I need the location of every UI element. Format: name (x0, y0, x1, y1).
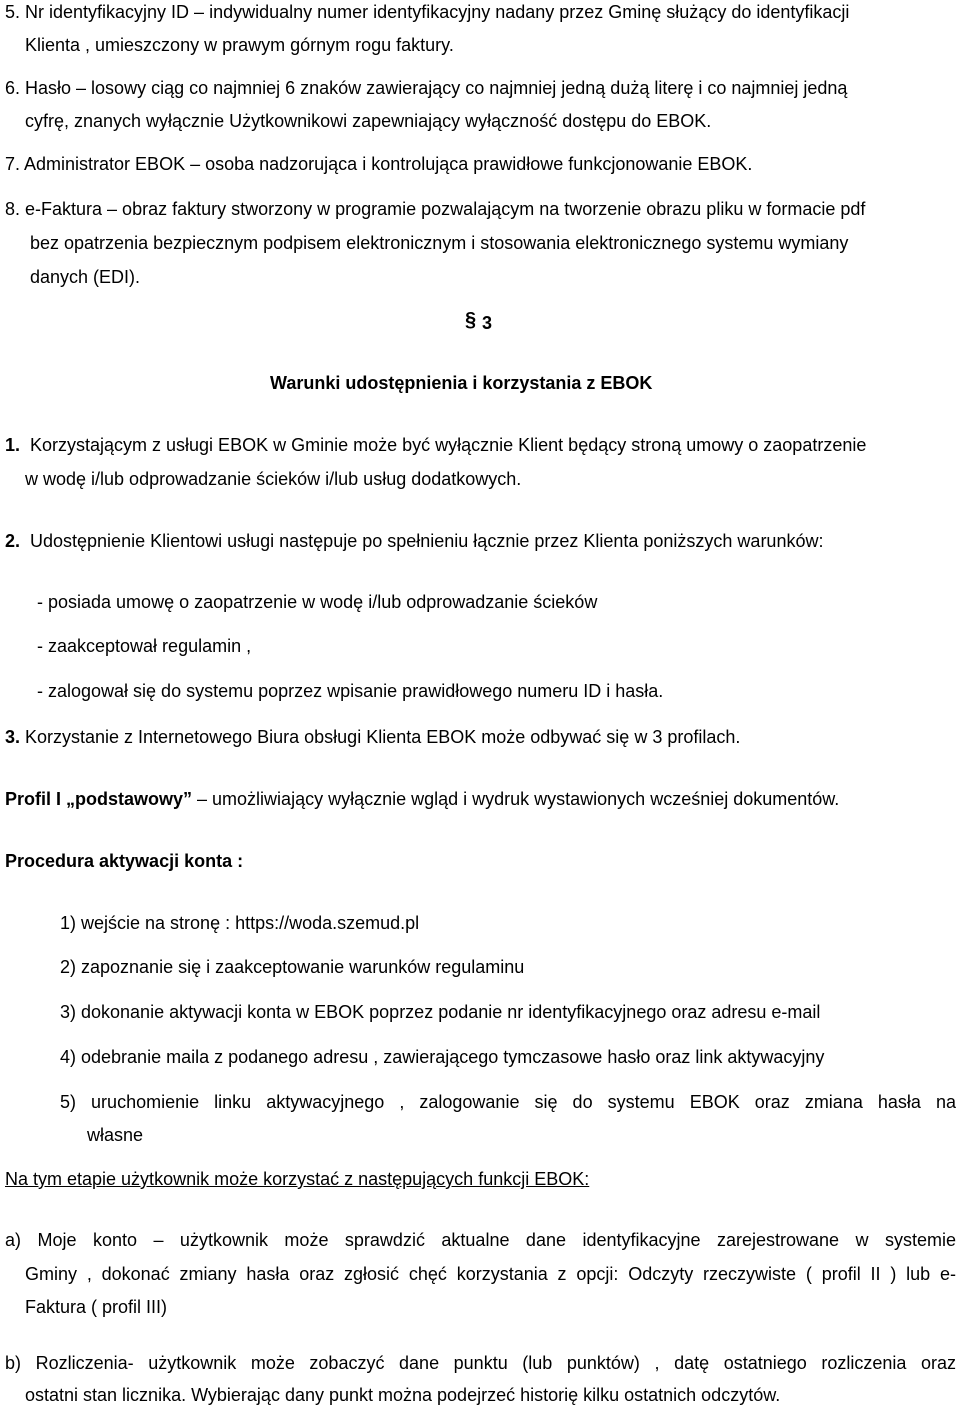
definition-7: 7. Administrator EBOK – osoba nadzorująca i kontrolująca prawidłowe funkcjonowanie EBOK. (5, 154, 753, 174)
function-a-line-1: a) Moje konto – użytkownik może sprawdzić aktualne dane identyfikacyjne zarejestrowane w systemie (5, 1230, 956, 1250)
function-b-line-1: b) Rozliczenia- użytkownik może zobaczyć dane punktu (lub punktów) , datę ostatniego rozliczenia oraz (5, 1353, 956, 1373)
function-a-line-2: Gminy , dokonać zmiany hasła oraz zgłosić chęć korzystania z opcji: Odczyty rzeczywiste ( profil II ) lub e- (25, 1264, 956, 1284)
definition-5-line-2: Klienta , umieszczony w prawym górnym rogu faktury. (25, 35, 454, 55)
procedure-step-1: 1) wejście na stronę : https://woda.szemud.pl (60, 913, 420, 933)
point-3-line-1: Korzystanie z Internetowego Biura obsługi Klienta EBOK może odbywać się w 3 profilach. (25, 727, 741, 747)
profile-1-label: Profil I „podstawowy” (5, 789, 193, 809)
definition-8-line-2: bez opatrzenia bezpiecznym podpisem elektronicznym i stosowania elektronicznego systemu wymiany (30, 233, 849, 253)
condition-item-1: - posiada umowę o zaopatrzenie w wodę i/lub odprowadzanie ścieków (37, 592, 598, 612)
section-symbol: § (465, 309, 477, 331)
point-1-line-2: w wodę i/lub odprowadzanie ścieków i/lub usług dodatkowych. (25, 469, 522, 489)
definition-6-line-2: cyfrę, znanych wyłącznie Użytkownikowi zapewniający wyłączność dostępu do EBOK. (25, 111, 712, 131)
profile-1 (5, 790, 839, 808)
point-1-line-1: Korzystającym z usługi EBOK w Gminie może być wyłącznie Klient będący stroną umowy o zaopatrzenie (30, 435, 867, 455)
point-2-line-1: Udostępnienie Klientowi usługi następuje po spełnieniu łącznie przez Klienta poniższych warunków: (30, 531, 824, 551)
procedure-step-3: 3) dokonanie aktywacji konta w EBOK poprzez podanie nr identyfikacyjnego oraz adresu e-mail (60, 1002, 821, 1022)
condition-item-2: - zaakceptował regulamin , (37, 636, 252, 656)
function-b-line-2: ostatni stan licznika. Wybierając dany punkt można podejrzeć historię kilku ostatnich odczytów. (25, 1385, 781, 1405)
section-number: 3 (482, 313, 493, 333)
procedure-title: Procedura aktywacji konta : (5, 851, 244, 871)
definition-8-line-1: 8. e-Faktura – obraz faktury stworzony w programie pozwalającym na tworzenie obrazu pliku w formacie pdf (5, 199, 866, 219)
function-a-line-3: Faktura ( profil III) (25, 1297, 168, 1317)
profile-1-description: – umożliwiający wyłącznie wgląd i wydruk wystawionych wcześniej dokumentów. (197, 789, 840, 809)
definition-8-line-3: danych (EDI). (30, 267, 141, 287)
point-2-number: 2. (5, 531, 21, 551)
condition-item-3: - zalogował się do systemu poprzez wpisanie prawidłowego numeru ID i hasła. (37, 681, 664, 701)
procedure-step-2: 2) zapoznanie się i zaakceptowanie warunków regulaminu (60, 957, 525, 977)
procedure-step-5-continuation: własne (87, 1125, 144, 1145)
definition-6-line-1: 6. Hasło – losowy ciąg co najmniej 6 znaków zawierający co najmniej jedną dużą literę i co najmniej jedną (5, 78, 848, 98)
procedure-step-4: 4) odebranie maila z podanego adresu , zawierającego tymczasowe hasło oraz link aktywacyjny (60, 1047, 825, 1067)
definition-5-line-1: 5. Nr identyfikacyjny ID – indywidualny numer identyfikacyjny nadany przez Gminę służący do identyfikacji (5, 2, 850, 22)
point-1-number: 1. (5, 435, 21, 455)
point-3-number: 3. (5, 727, 21, 747)
procedure-step-5: 5) uruchomienie linku aktywacyjnego , zalogowanie się do systemu EBOK oraz zmiana hasła na (60, 1092, 956, 1112)
section-title: Warunki udostępnienia i korzystania z EBOK (270, 373, 653, 393)
functions-heading: Na tym etapie użytkownik może korzystać z następujących funkcji EBOK: (5, 1169, 590, 1189)
